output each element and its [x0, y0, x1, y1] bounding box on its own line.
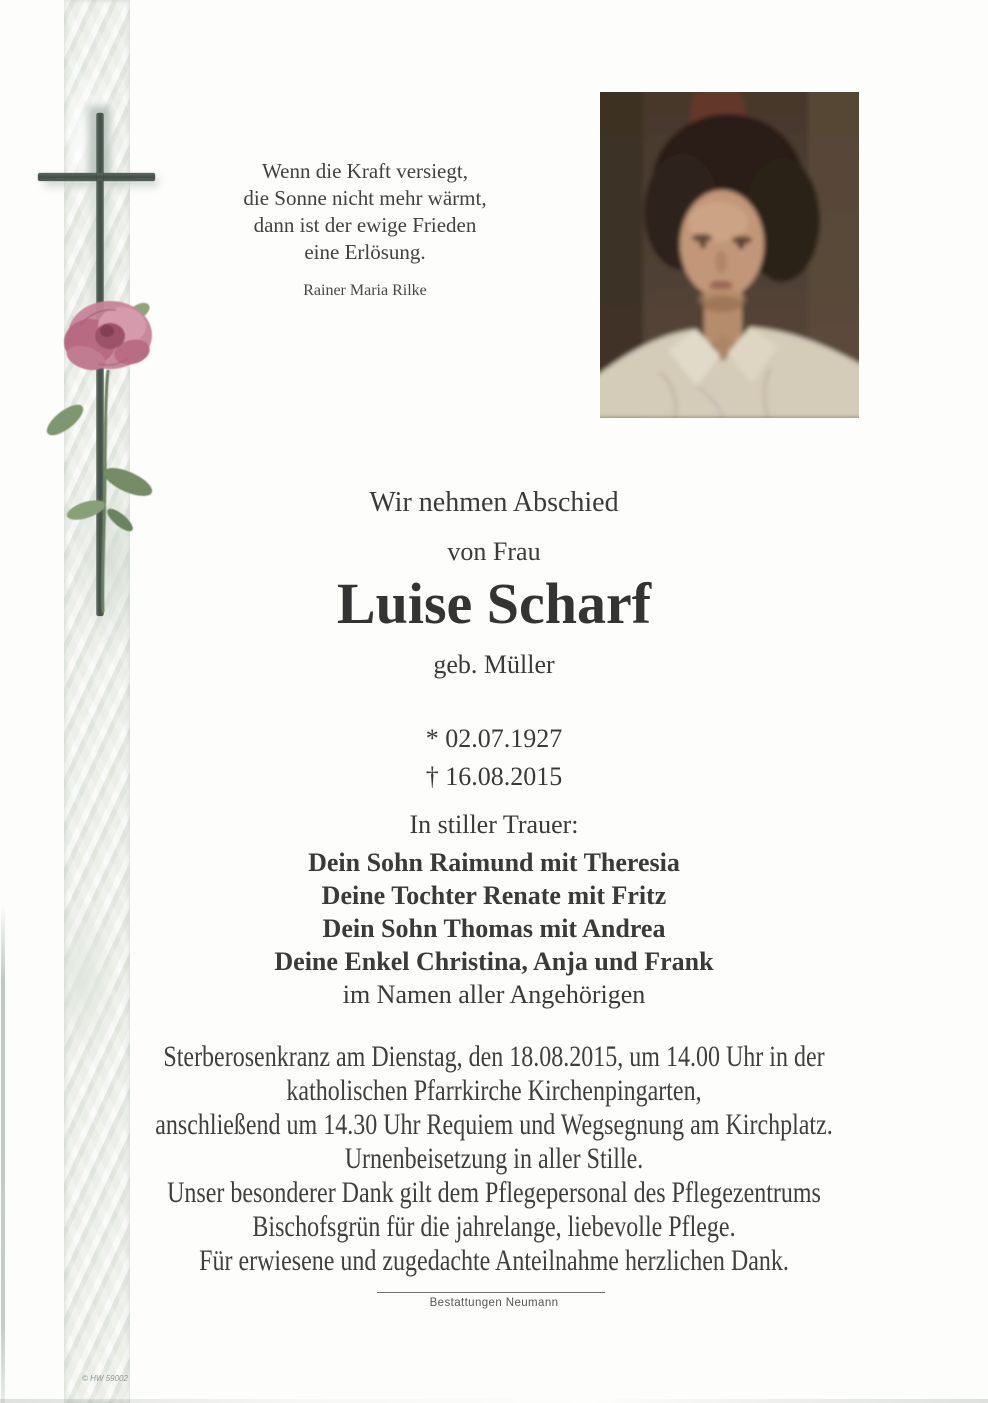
death-date: † 16.08.2015 — [425, 762, 563, 791]
quote-line: eine Erlösung. — [304, 240, 426, 264]
quote-attribution: Rainer Maria Rilke — [303, 282, 427, 299]
funeral-home-name: Bestattungen Neumann — [429, 1297, 559, 1309]
scan-artifact-bottom — [0, 1399, 988, 1403]
announcement-line: Für erwiesene und zugedachte Anteilnahme herzlichen Dank. — [199, 1244, 789, 1277]
funeral-announcement — [99, 1040, 889, 1278]
memorial-quote — [160, 158, 570, 304]
mourner-line: Dein Sohn Thomas mit Andrea — [322, 914, 666, 943]
mourner-line: Deine Enkel Christina, Anja und Frank — [274, 947, 714, 976]
announcement-line: Bischofsgrün für die jahrelange, liebevolle Pflege. — [252, 1210, 736, 1243]
mourners-closing: im Namen aller Angehörigen — [342, 980, 646, 1009]
mourner-line: Dein Sohn Raimund mit Theresia — [308, 848, 680, 877]
mourners-list — [0, 846, 988, 1011]
footer-divider — [377, 1292, 605, 1293]
farewell-prefix: von Frau — [447, 537, 541, 566]
quote-line: Wenn die Kraft versiegt, — [262, 159, 468, 183]
announcement-line: Unser besonderer Dank gilt dem Pflegepersonal des Pflegezentrums — [167, 1176, 821, 1209]
farewell-line: Wir nehmen Abschied — [369, 487, 619, 518]
print-mark: © HW 59002 — [82, 1374, 128, 1383]
announcement-line: Urnenbeisetzung in aller Stille. — [344, 1142, 644, 1175]
life-dates — [0, 720, 988, 796]
announcement-line: anschließend um 14.30 Uhr Requiem und Wegsegnung am Kirchplatz. — [155, 1108, 833, 1141]
mourning-heading: In stiller Trauer: — [409, 810, 579, 839]
announcement-line: Sterberosenkranz am Dienstag, den 18.08.2015, um 14.00 Uhr in der — [163, 1040, 825, 1073]
announcement-line: katholischen Pfarrkirche Kirchenpingarten, — [286, 1074, 702, 1107]
quote-line: dann ist der ewige Frieden — [253, 213, 477, 237]
maiden-name: geb. Müller — [433, 650, 555, 679]
mourner-line: Deine Tochter Renate mit Fritz — [321, 881, 667, 910]
birth-date: * 02.07.1927 — [425, 724, 563, 753]
portrait-photo — [600, 92, 859, 418]
deceased-name: Luise Scharf — [336, 571, 652, 636]
quote-line: die Sonne nicht mehr wärmt, — [243, 186, 487, 210]
